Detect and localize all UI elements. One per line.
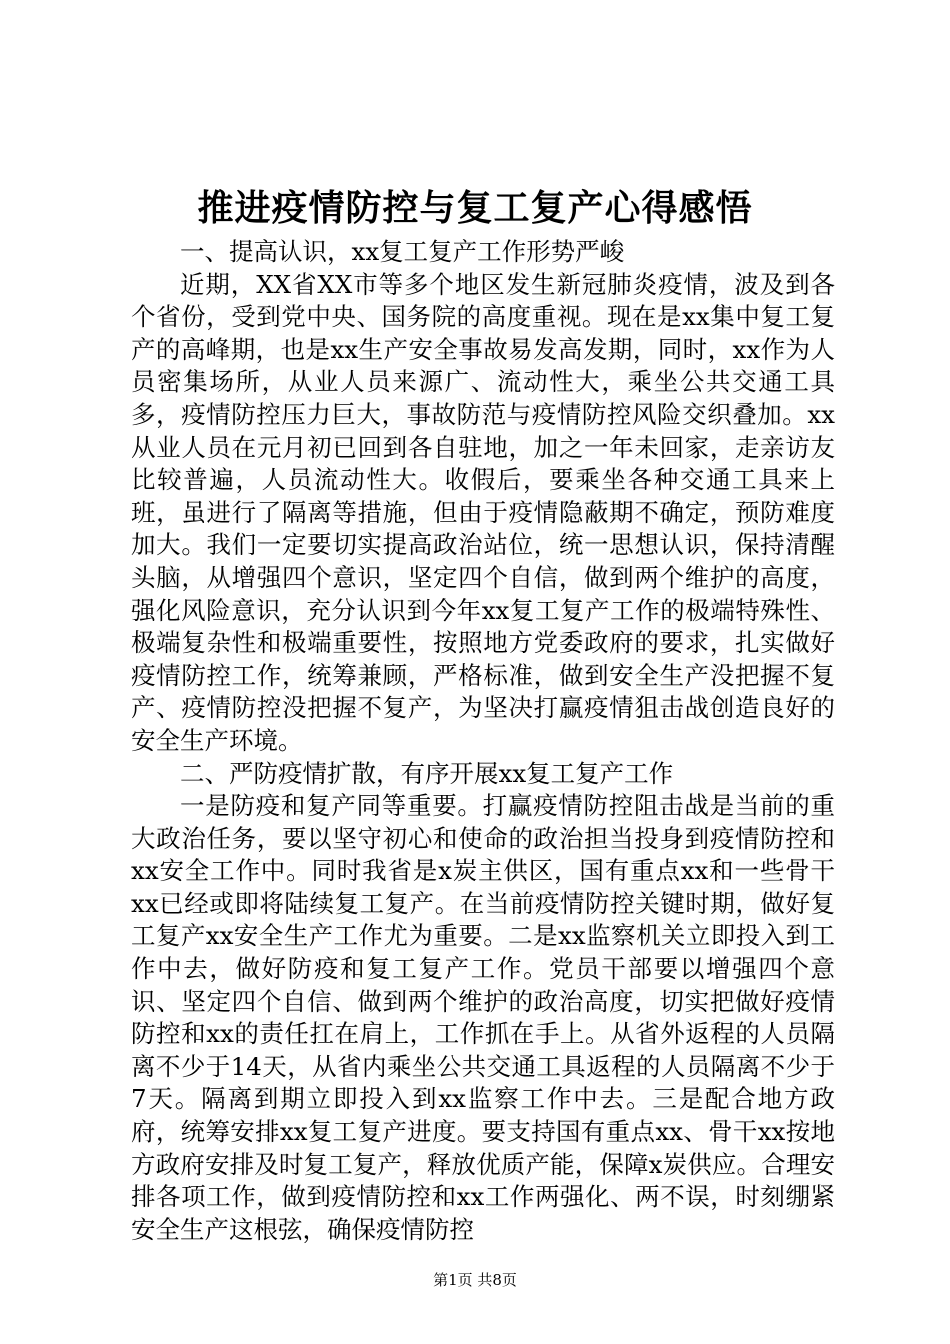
document-body [131,236,835,1246]
document-title: 推进疫情防控与复工复产心得感悟 [197,188,753,229]
paragraph: 近期，XX省XX市等多个地区发生新冠肺炎疫情，波及到各个省份，受到党中央、国务院的高度重视。现在是xx集中复工复产的高峰期，也是xx生产安全事故易发高发期，同时，xx作为人员密集场所，从业人员来源广、流动性大，乘坐公共交通工具多，疫情防控压力巨大，事故防范与疫情防控风险交织叠加。xx从业人员在元月初已回到各自驻地，加之一年未回家，走亲访友比较普遍，人员流动性大。收假后，要乘坐各种交通工具来上班，虽进行了隔离等措施，但由于疫情隐蔽期不确定，预防难度加大。我们一定要切实提高政治站位，统一思想认识，保持清醒头脑，从增强四个意识，坚定四个自信，做到两个维护的高度，强化风险意识，充分认识到今年xx复工复产工作的极端特殊性、极端复杂性和极端重要性，按照地方党委政府的要求，扎实做好疫情防控工作，统筹兼顾，严格标准，做到安全生产没把握不复产、疫情防控没把握不复产，为坚决打赢疫情狙击战创造良好的安全生产环境。 [131,269,835,755]
page-number-footer: 第1页 共8页 [433,1271,517,1289]
section-heading-2: 二、严防疫情扩散，有序开展xx复工复产工作 [180,758,674,788]
paragraph: 一是防疫和复产同等重要。打赢疫情防控阻击战是当前的重大政治任务，要以坚守初心和使命的政治担当投身到疫情防控和xx安全工作中。同时我省是x炭主供区，国有重点xx和一些骨干xx已经或即将陆续复工复产。在当前疫情防控关键时期，做好复工复产xx安全生产工作尤为重要。二是xx监察机关立即投入到工作中去，做好防疫和复工复产工作。党员干部要以增强四个意识、坚定四个自信、做到两个维护的政治高度，切实把做好疫情防控和xx的责任扛在肩上，工作抓在手上。从省外返程的人员隔离不少于14天，从省内乘坐公共交通工具返程的人员隔离不少于7天。隔离到期立即投入到xx监察工作中去。三是配合地方政府，统筹安排xx复工复产进度。要支持国有重点xx、骨干xx按地方政府安排及时复工复产，释放优质产能，保障x炭供应。合理安排各项工作，做到疫情防控和xx工作两强化、两不误，时刻绷紧安全生产这根弦，确保疫情防控 [131,791,835,1244]
section-heading-1: 一、提高认识，xx复工复产工作形势严峻 [180,237,625,266]
